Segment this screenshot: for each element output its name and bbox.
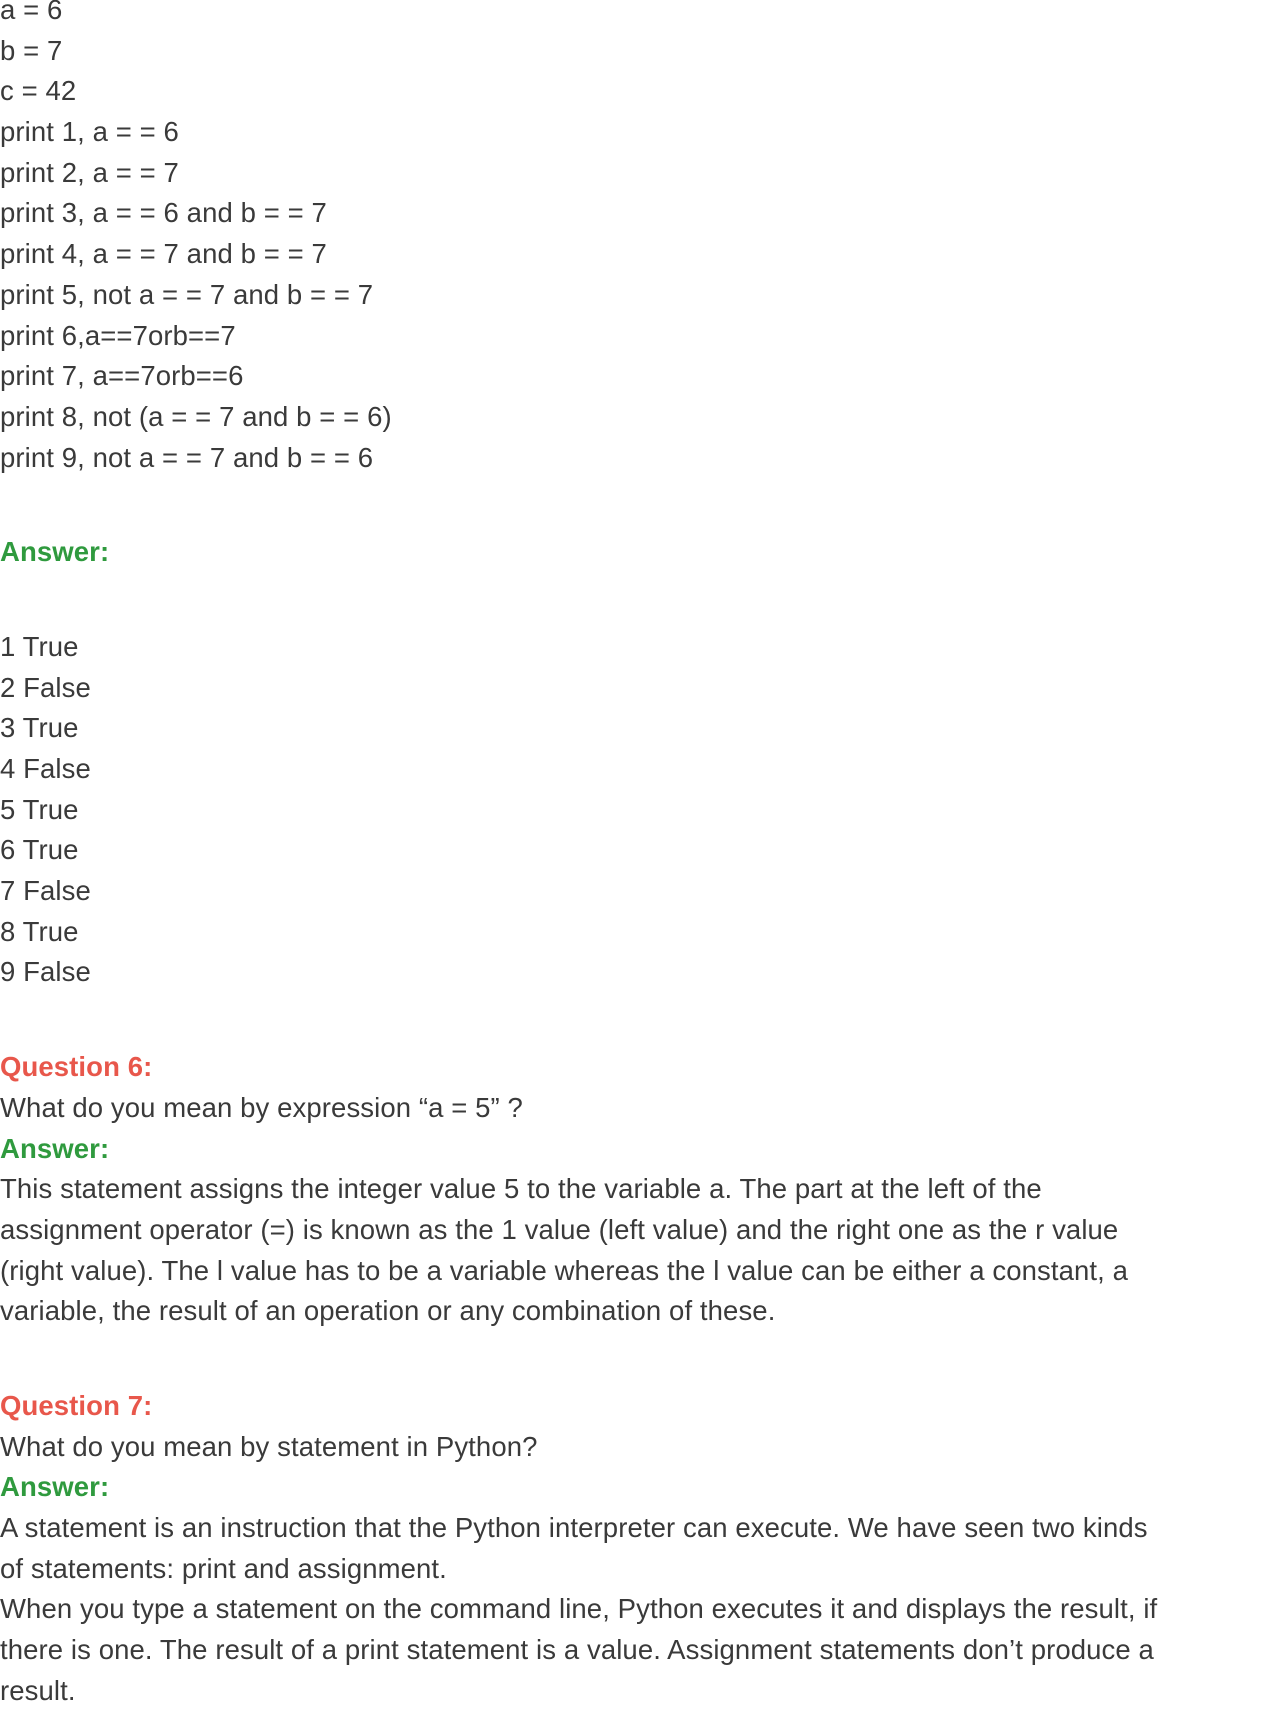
result-line: 6 True xyxy=(0,834,79,866)
answer-paragraph xyxy=(0,1508,1283,1711)
code-line: print 1, a = = 6 xyxy=(0,116,179,148)
answer-line: of statements: print and assignment. xyxy=(0,1552,447,1584)
result-line: 1 True xyxy=(0,630,79,662)
spacer xyxy=(0,573,1283,627)
result-line: 5 True xyxy=(0,793,79,825)
answer-paragraph xyxy=(0,1169,1283,1332)
question-text: What do you mean by statement in Python? xyxy=(0,1430,538,1462)
answer-line: result. xyxy=(0,1674,76,1706)
spacer xyxy=(0,478,1283,532)
code-line: print 5, not a = = 7 and b = = 7 xyxy=(0,278,374,310)
code-line: print 9, not a = = 7 and b = = 6 xyxy=(0,441,374,473)
code-block xyxy=(0,0,1283,478)
code-line: c = 42 xyxy=(0,75,77,107)
answer-line: variable, the result of an operation or any combination of these. xyxy=(0,1295,776,1327)
result-line: 8 True xyxy=(0,915,79,947)
spacer xyxy=(0,993,1283,1047)
result-line: 4 False xyxy=(0,753,91,784)
code-line: print 6,a==7orb==7 xyxy=(0,319,236,351)
code-line: b = 7 xyxy=(0,34,63,66)
question-text: What do you mean by expression “a = 5” ? xyxy=(0,1091,523,1123)
code-line: a = 6 xyxy=(0,0,63,25)
spacer xyxy=(0,1332,1283,1386)
code-line: print 2, a = = 7 xyxy=(0,156,179,188)
code-line: print 4, a = = 7 and b = = 7 xyxy=(0,238,327,270)
result-line: 2 False xyxy=(0,671,91,703)
question-heading: Question 6: xyxy=(0,1051,153,1083)
code-line: print 3, a = = 6 and b = = 7 xyxy=(0,197,327,229)
answer-line: A statement is an instruction that the Python interpreter can execute. We have seen two kinds xyxy=(0,1512,1148,1543)
question-7-section xyxy=(0,1386,1283,1711)
answer-line: This statement assigns the integer value 5 to the variable a. The part at the left of the xyxy=(0,1173,1042,1205)
answer-line: (right value). The l value has to be a variable whereas the l value can be either a constant, a xyxy=(0,1254,1128,1286)
answer-heading: Answer: xyxy=(0,1471,110,1503)
answer-heading: Answer: xyxy=(0,536,110,568)
result-line: 7 False xyxy=(0,875,91,907)
code-line: print 7, a==7orb==6 xyxy=(0,360,244,392)
question-heading: Question 7: xyxy=(0,1389,153,1421)
answer-line: When you type a statement on the command line, Python executes it and displays the result, if xyxy=(0,1593,1158,1625)
answer-line: assignment operator (=) is known as the 1 value (left value) and the right one as the r value xyxy=(0,1213,1119,1245)
result-line: 3 True xyxy=(0,712,79,744)
answer-section-q5 xyxy=(0,532,1283,993)
result-line: 9 False xyxy=(0,956,91,988)
answer-heading: Answer: xyxy=(0,1132,110,1164)
question-6-section xyxy=(0,1047,1283,1332)
answer-line: there is one. The result of a print statement is a value. Assignment statements don’t produce a xyxy=(0,1634,1154,1666)
code-line: print 8, not (a = = 7 and b = = 6) xyxy=(0,400,392,432)
